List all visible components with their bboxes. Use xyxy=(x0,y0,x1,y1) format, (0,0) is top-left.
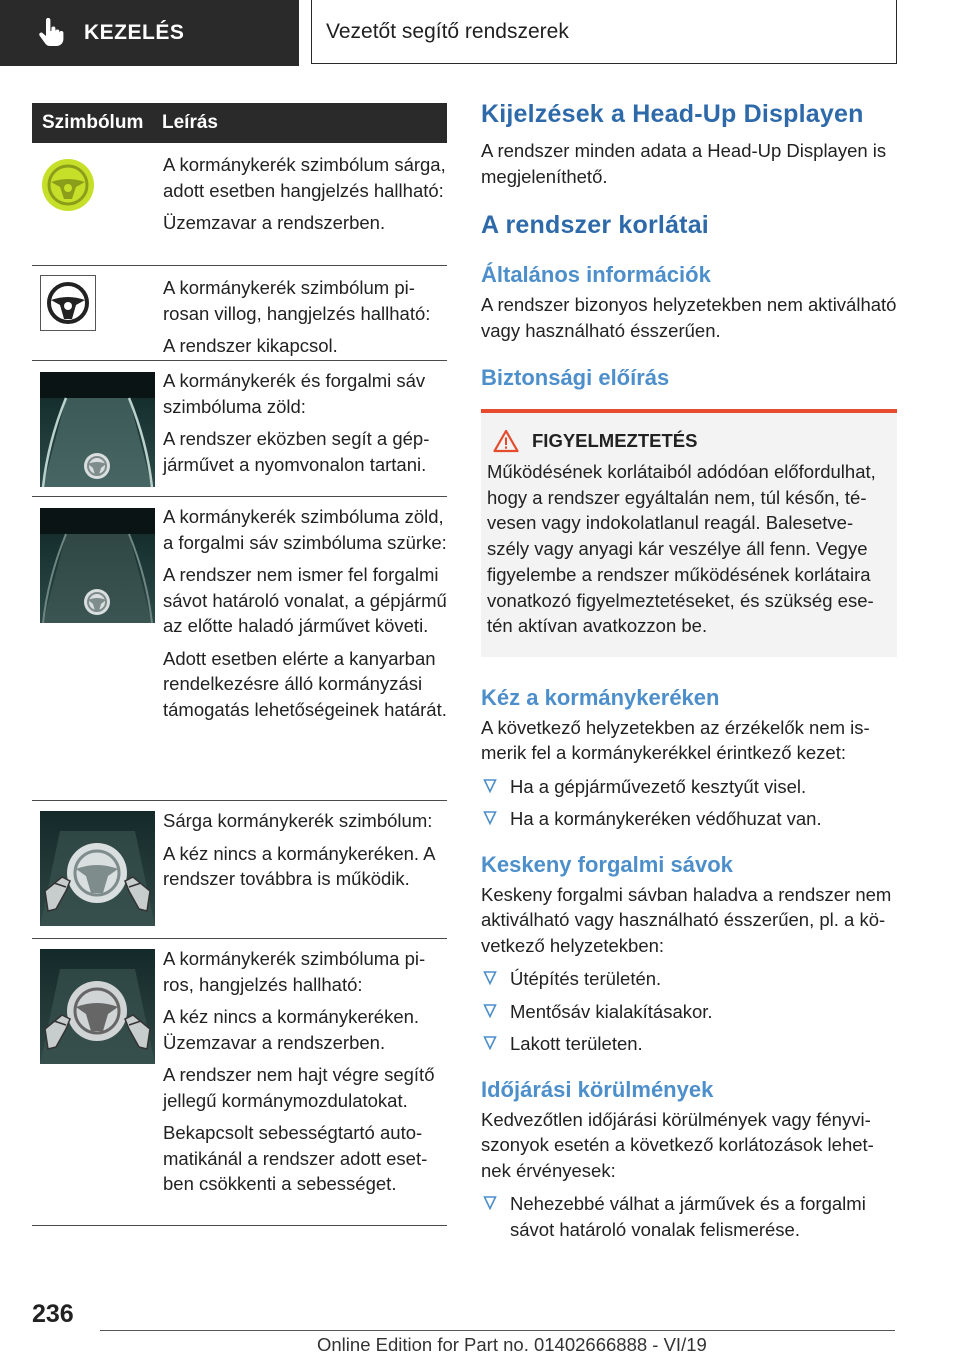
row-5-text-2: A kéz nincs a kormánykeréken. A rendszer továbbra is működik. xyxy=(163,842,435,889)
steering-lane-green-icon xyxy=(40,372,155,487)
warning-box xyxy=(481,409,897,657)
row-6-text-4: Bekapcsolt sebességtartó automatikánál a rendszer adott esetben csökkenti a sebességet. xyxy=(163,1122,428,1194)
row-5-text-1: Sárga kormánykerék szimbólum: xyxy=(163,810,433,831)
section-title: KEZELÉS xyxy=(84,21,185,44)
table-row xyxy=(32,497,447,801)
table-row xyxy=(32,266,447,361)
text-weather: Kedvezőtlen időjárási körülmények vagy fényviszonyok esetén a következő korlátozások lehetnek érvényesek: xyxy=(481,1108,874,1181)
table-row xyxy=(32,361,447,497)
narrow-list xyxy=(481,966,897,1057)
bullet-triangle-icon xyxy=(483,1003,497,1019)
narrow-item-1: Útépítés területén. xyxy=(510,968,662,990)
table-header xyxy=(32,103,447,143)
subsection-tab xyxy=(311,0,897,64)
footer-edition: Online Edition for Part no. 01402666888 - VI/19 xyxy=(317,1334,707,1355)
list-item xyxy=(481,966,897,992)
row-6-text-2: A kéz nincs a kormánykeréken. Üzemzavar a rendszerben. xyxy=(163,1006,420,1053)
heading-general: Általános információk xyxy=(481,262,711,287)
list-item xyxy=(481,806,897,832)
narrow-item-3: Lakott területen. xyxy=(510,1033,643,1055)
row-1-text-2: Üzemzavar a rendszerben. xyxy=(163,212,386,233)
text-general: A rendszer bizonyos helyzetekben nem aktiválható vagy használható ésszerűen. xyxy=(481,294,897,341)
row-4-text-3: Adott esetben elérte a kanyarban rendelkezésre álló kormányzási támogatás lehetőségeinek határát. xyxy=(163,647,447,720)
warning-text: Működésének korlátaiból adódóan előfordulhat, hogy a rendszer egyáltalán nem, túl későn, tévesen vagy indokolatlanul reagál. Balesetveszély vagy anyagi kár veszélye áll fenn. Vegye figyelembe a rendszer működésének korlátaira vonatkozó figyelmeztetéseket, és szükség esetén aktívan avatkozzon be. xyxy=(487,461,876,637)
warning-title: FIGYELMEZTETÉS xyxy=(532,430,698,451)
weather-list xyxy=(481,1191,897,1242)
text-narrow: Keskeny forgalmi sávban haladva a rendszer nem aktiválható vagy használható ésszerűen, pl. a következő helyzetekben: xyxy=(481,883,892,956)
row-6-text-3: A rendszer nem hajt végre segítő jellegű kormánymozdulatokat. xyxy=(163,1064,435,1111)
text-hud: A rendszer minden adata a Head-Up Displayen is megjeleníthető. xyxy=(481,140,887,187)
text-hand: A következő helyzetekben az érzékelők nem ismerik fel a kormánykerékkel érintkező kezet: xyxy=(481,716,870,764)
hand-list xyxy=(481,774,897,832)
bullet-triangle-icon xyxy=(483,1195,497,1211)
heading-narrow: Keskeny forgalmi sávok xyxy=(481,851,733,877)
footer-divider xyxy=(100,1330,895,1331)
steering-wheel-yellow-icon xyxy=(40,157,96,213)
hand-item-1: Ha a gépjárművezető kesztyűt visel. xyxy=(510,775,807,797)
table-row xyxy=(32,939,447,1226)
hand-pointer-icon xyxy=(38,18,64,48)
list-item xyxy=(481,1191,897,1242)
row-3-text-1: A kormánykerék és forgalmi sáv szimbóluma zöld: xyxy=(163,370,426,417)
row-2-text-1: A kormánykerék szimbólum pirosan villog, hangjelzés hallható: xyxy=(163,277,431,324)
list-item xyxy=(481,1031,897,1057)
weather-item-1: Nehezebbé válhat a járművek és a forgalmi sávot határoló vonalak felismerése. xyxy=(510,1193,866,1240)
right-column xyxy=(481,100,897,1249)
heading-safety: Biztonsági előírás xyxy=(481,365,670,390)
row-4-text-1: A kormánykerék szimbóluma zöld, a forgalmi sáv szimbóluma szürke: xyxy=(163,506,447,553)
subsection-title: Vezetőt segítő rendszerek xyxy=(326,19,569,43)
heading-hand: Kéz a kormánykeréken xyxy=(481,684,720,710)
row-1-text-1: A kormánykerék szimbólum sárga, adott esetben hangjelzés hallható: xyxy=(163,154,446,201)
heading-hud: Kijelzések a Head-Up Displayen xyxy=(481,100,864,128)
bullet-triangle-icon xyxy=(483,810,497,826)
hand-item-2: Ha a kormánykeréken védőhuzat van. xyxy=(510,808,822,830)
list-item xyxy=(481,999,897,1025)
bullet-triangle-icon xyxy=(483,1035,497,1051)
row-3-text-2: A rendszer eközben segít a gépjárművet a nyomvonalon tartani. xyxy=(163,428,430,475)
table-row xyxy=(32,143,447,266)
narrow-item-2: Mentősáv kialakításakor. xyxy=(510,1000,713,1022)
heading-weather: Időjárási körülmények xyxy=(481,1076,714,1102)
page-number: 236 xyxy=(32,1300,74,1328)
hands-off-red-icon xyxy=(40,949,155,1064)
steering-lane-gray-icon xyxy=(40,508,155,623)
bullet-triangle-icon xyxy=(483,778,497,794)
warning-triangle-icon xyxy=(493,429,519,453)
steering-wheel-red-icon xyxy=(40,275,96,331)
col-symbol-header: Szimbólum xyxy=(42,112,144,133)
symbol-table xyxy=(32,103,447,1226)
row-6-text-1: A kormánykerék szimbóluma piros, hangjelzés hallható: xyxy=(163,948,426,995)
section-tab xyxy=(0,0,299,66)
col-description-header: Leírás xyxy=(162,112,218,133)
row-2-text-2: A rendszer kikapcsol. xyxy=(163,335,338,356)
hands-off-yellow-icon xyxy=(40,811,155,926)
row-4-text-2: A rendszer nem ismer fel forgalmi sávot határoló vonalat, a gépjármű az előtte haladó járművet követi. xyxy=(163,564,447,636)
heading-limits: A rendszer korlátai xyxy=(481,211,709,239)
bullet-triangle-icon xyxy=(483,970,497,986)
list-item xyxy=(481,774,897,800)
table-row xyxy=(32,801,447,939)
